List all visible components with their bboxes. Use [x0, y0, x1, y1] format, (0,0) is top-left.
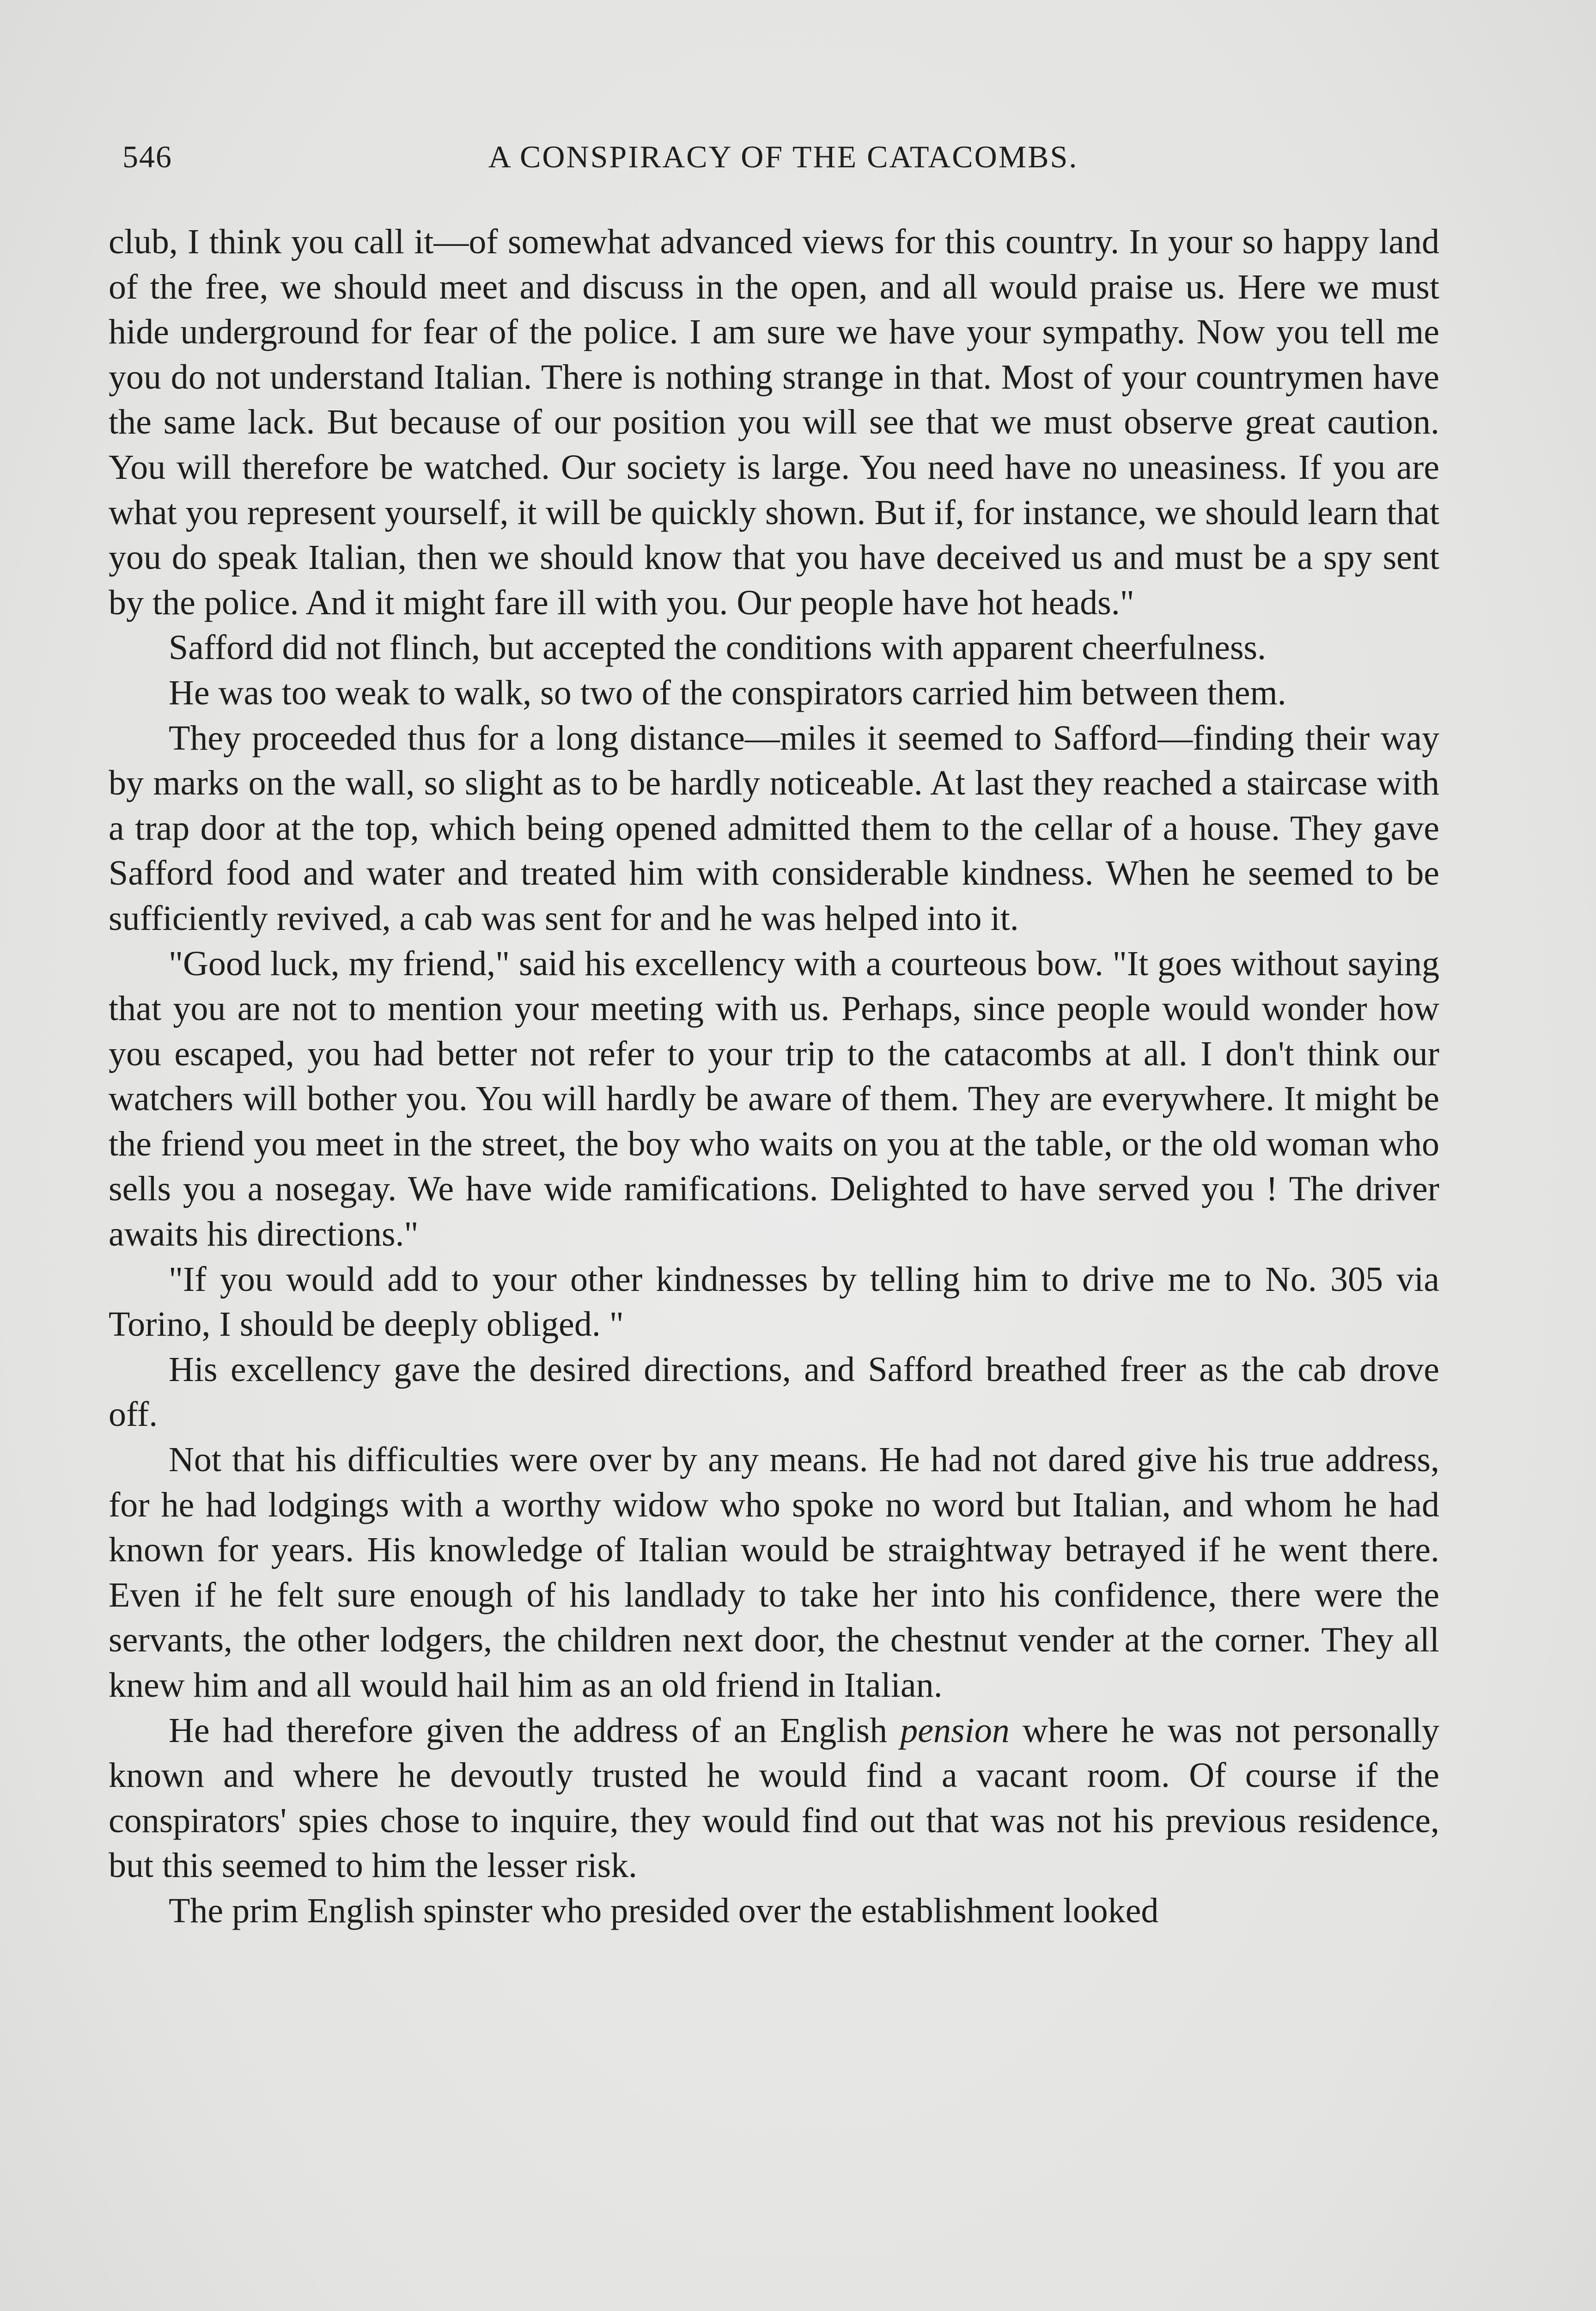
- paragraph-9: [109, 1708, 1439, 1889]
- running-title: A CONSPIRACY OF THE CATACOMBS.: [488, 139, 1078, 174]
- paragraph-7: His excellency gave the desired directions, and Safford breathed freer as the cab drove off.: [109, 1350, 1439, 1434]
- paragraph-9-end: where he was not personally known and where he devoutly trusted he would find a vacant room. Of course if the conspirators' spies chose to inquire, they would find out that was not his previous residence, but this seemed to him the lesser risk.: [109, 1711, 1439, 1885]
- pension-italic: pension: [900, 1711, 1010, 1750]
- paragraph-8: Not that his difficulties were over by any means. He had not dared give his true address, for he had lodgings with a worthy widow who spoke no word but Italian, and whom he had known for years. His knowledge of Italian would be straightway betrayed if he went there. Even if he felt sure enough of his landlady to take her into his confidence, there were the servants, the other lodgers, the children next door, the chestnut vender at the corner. They all knew him and all would hail him as an old friend in Italian.: [109, 1440, 1439, 1705]
- paragraph-5: "Good luck, my friend," said his excellency with a courteous bow. "It goes without saying that you are not to mention your meeting with us. Perhaps, since people would wonder how you escaped, you had better not refer to your trip to the catacombs at all. I don't think our watchers will bother you. You will hardly be aware of them. They are everywhere. It might be the friend you meet in the street, the boy who waits on you at the table, or the old woman who sells you a nosegay. We have wide ramifications. Delighted to have served you ! The driver awaits his directions.": [109, 944, 1439, 1254]
- paragraph-10: The prim English spinster who presided over the establishment looked: [169, 1891, 1159, 1930]
- paragraph-9-start: He had therefore given the address of an English: [169, 1711, 901, 1750]
- paragraph-3: He was too weak to walk, so two of the conspirators carried him between them.: [169, 673, 1286, 712]
- paragraph-1: club, I think you call it—of somewhat advanced views for this country. In your so happy land of the free, we should meet and discuss in the open, and all would praise us. Here we must hide underground for fear of the police. I am sure we have your sympathy. Now you tell me you do not understand Italian. There is nothing strange in that. Most of your countrymen have the same lack. But because of our position you will see that we must observe great caution. You will therefore be watched. Our society is large. You need have no uneasiness. If you are what you represent yourself, it will be quickly shown. But if, for instance, we should learn that you do speak Italian, then we should know that you have deceived us and must be a spy sent by the police. And it might fare ill with you. Our people have hot heads.": [109, 222, 1439, 622]
- paragraph-4: They proceeded thus for a long distance—miles it seemed to Safford—finding their way by marks on the wall, so slight as to be hardly noticeable. At last they reached a staircase with a trap door at the top, which being opened admitted them to the cellar of a house. They gave Safford food and water and treated him with considerable kindness. When he seemed to be sufficiently revived, a cab was sent for and he was helped into it.: [109, 718, 1439, 938]
- page-header: [122, 139, 1444, 190]
- body-text: [109, 220, 1439, 1934]
- paragraph-6: "If you would add to your other kindnesses by telling him to drive me to No. 305 via Torino, I should be deeply obliged. ": [109, 1259, 1439, 1344]
- page-number: 546: [122, 139, 172, 174]
- paragraph-2: Safford did not flinch, but accepted the conditions with apparent cheerfulness.: [169, 628, 1266, 667]
